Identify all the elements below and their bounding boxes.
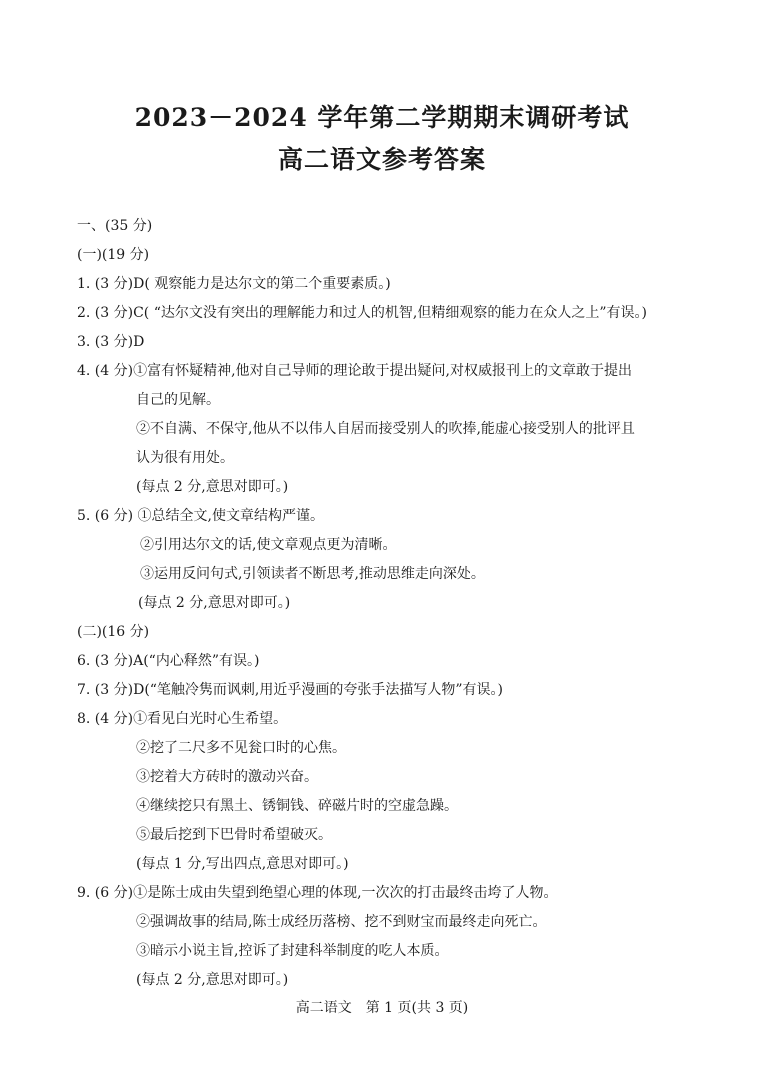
answer-line: ②强调故事的结局,陈士成经历落榜、挖不到财宝而最终走向死亡。 <box>136 914 547 930</box>
subsection-heading: (二)(16 分) <box>77 624 150 640</box>
section-heading: 一、(35 分) <box>77 218 153 234</box>
answer-line: ③运用反问句式,引领读者不断思考,推动思维走向深处。 <box>140 566 485 582</box>
answer-line: 7. (3 分)D(“笔触冷隽而讽刺,用近乎漫画的夸张手法描写人物”有误。) <box>77 682 504 698</box>
answer-line: 9. (6 分)①是陈士成由失望到绝望心理的体现,一次次的打击最终击垮了人物。 <box>77 885 558 901</box>
answer-line: 3. (3 分)D <box>77 334 145 350</box>
answer-line: ②挖了二尺多不见瓮口时的心焦。 <box>136 740 346 756</box>
answer-line: 6. (3 分)A(“内心释然”有误。) <box>77 653 260 669</box>
page-footer: 高二语文 第 1 页(共 3 页) <box>295 1000 469 1016</box>
scoring-note: (每点 1 分,写出四点,意思对即可。) <box>136 856 349 872</box>
document-subtitle: 高二语文参考答案 <box>277 145 486 174</box>
answer-line: 1. (3 分)D( 观察能力是达尔文的第二个重要素质。) <box>77 276 391 292</box>
answer-line: 5. (6 分) ①总结全文,使文章结构严谨。 <box>77 508 324 524</box>
answer-line: 2. (3 分)C( “达尔文没有突出的理解能力和过人的机智,但精细观察的能力在众人之上”有误。) <box>77 305 647 321</box>
scoring-note: (每点 2 分,意思对即可。) <box>136 479 289 495</box>
scoring-note: (每点 2 分,意思对即可。) <box>136 972 289 988</box>
answer-line: ③暗示小说主旨,控诉了封建科举制度的吃人本质。 <box>136 943 449 959</box>
answer-line: 认为很有用处。 <box>136 450 234 466</box>
answer-line: 8. (4 分)①看见白光时心生希望。 <box>77 711 288 727</box>
answer-line: 自己的见解。 <box>136 392 220 408</box>
answer-line: ②引用达尔文的话,使文章观点更为清晰。 <box>140 537 397 553</box>
answer-line: ②不自满、不保守,他从不以伟人自居而接受别人的吹捧,能虚心接受别人的批评且 <box>136 421 635 437</box>
document-title: 2023－2024 学年第二学期期末调研考试 <box>134 103 630 132</box>
answer-line: ③挖着大方砖时的激动兴奋。 <box>136 769 318 785</box>
scoring-note: (每点 2 分,意思对即可。) <box>138 595 291 611</box>
answer-line: ④继续挖只有黑土、锈铜钱、碎磁片时的空虚急躁。 <box>136 798 458 814</box>
subsection-heading: (一)(19 分) <box>77 247 150 263</box>
answer-line: ⑤最后挖到下巴骨时希望破灭。 <box>136 827 332 843</box>
answer-line: 4. (4 分)①富有怀疑精神,他对自己导师的理论敢于提出疑问,对权威报刊上的文章敢于提出 <box>77 363 632 379</box>
